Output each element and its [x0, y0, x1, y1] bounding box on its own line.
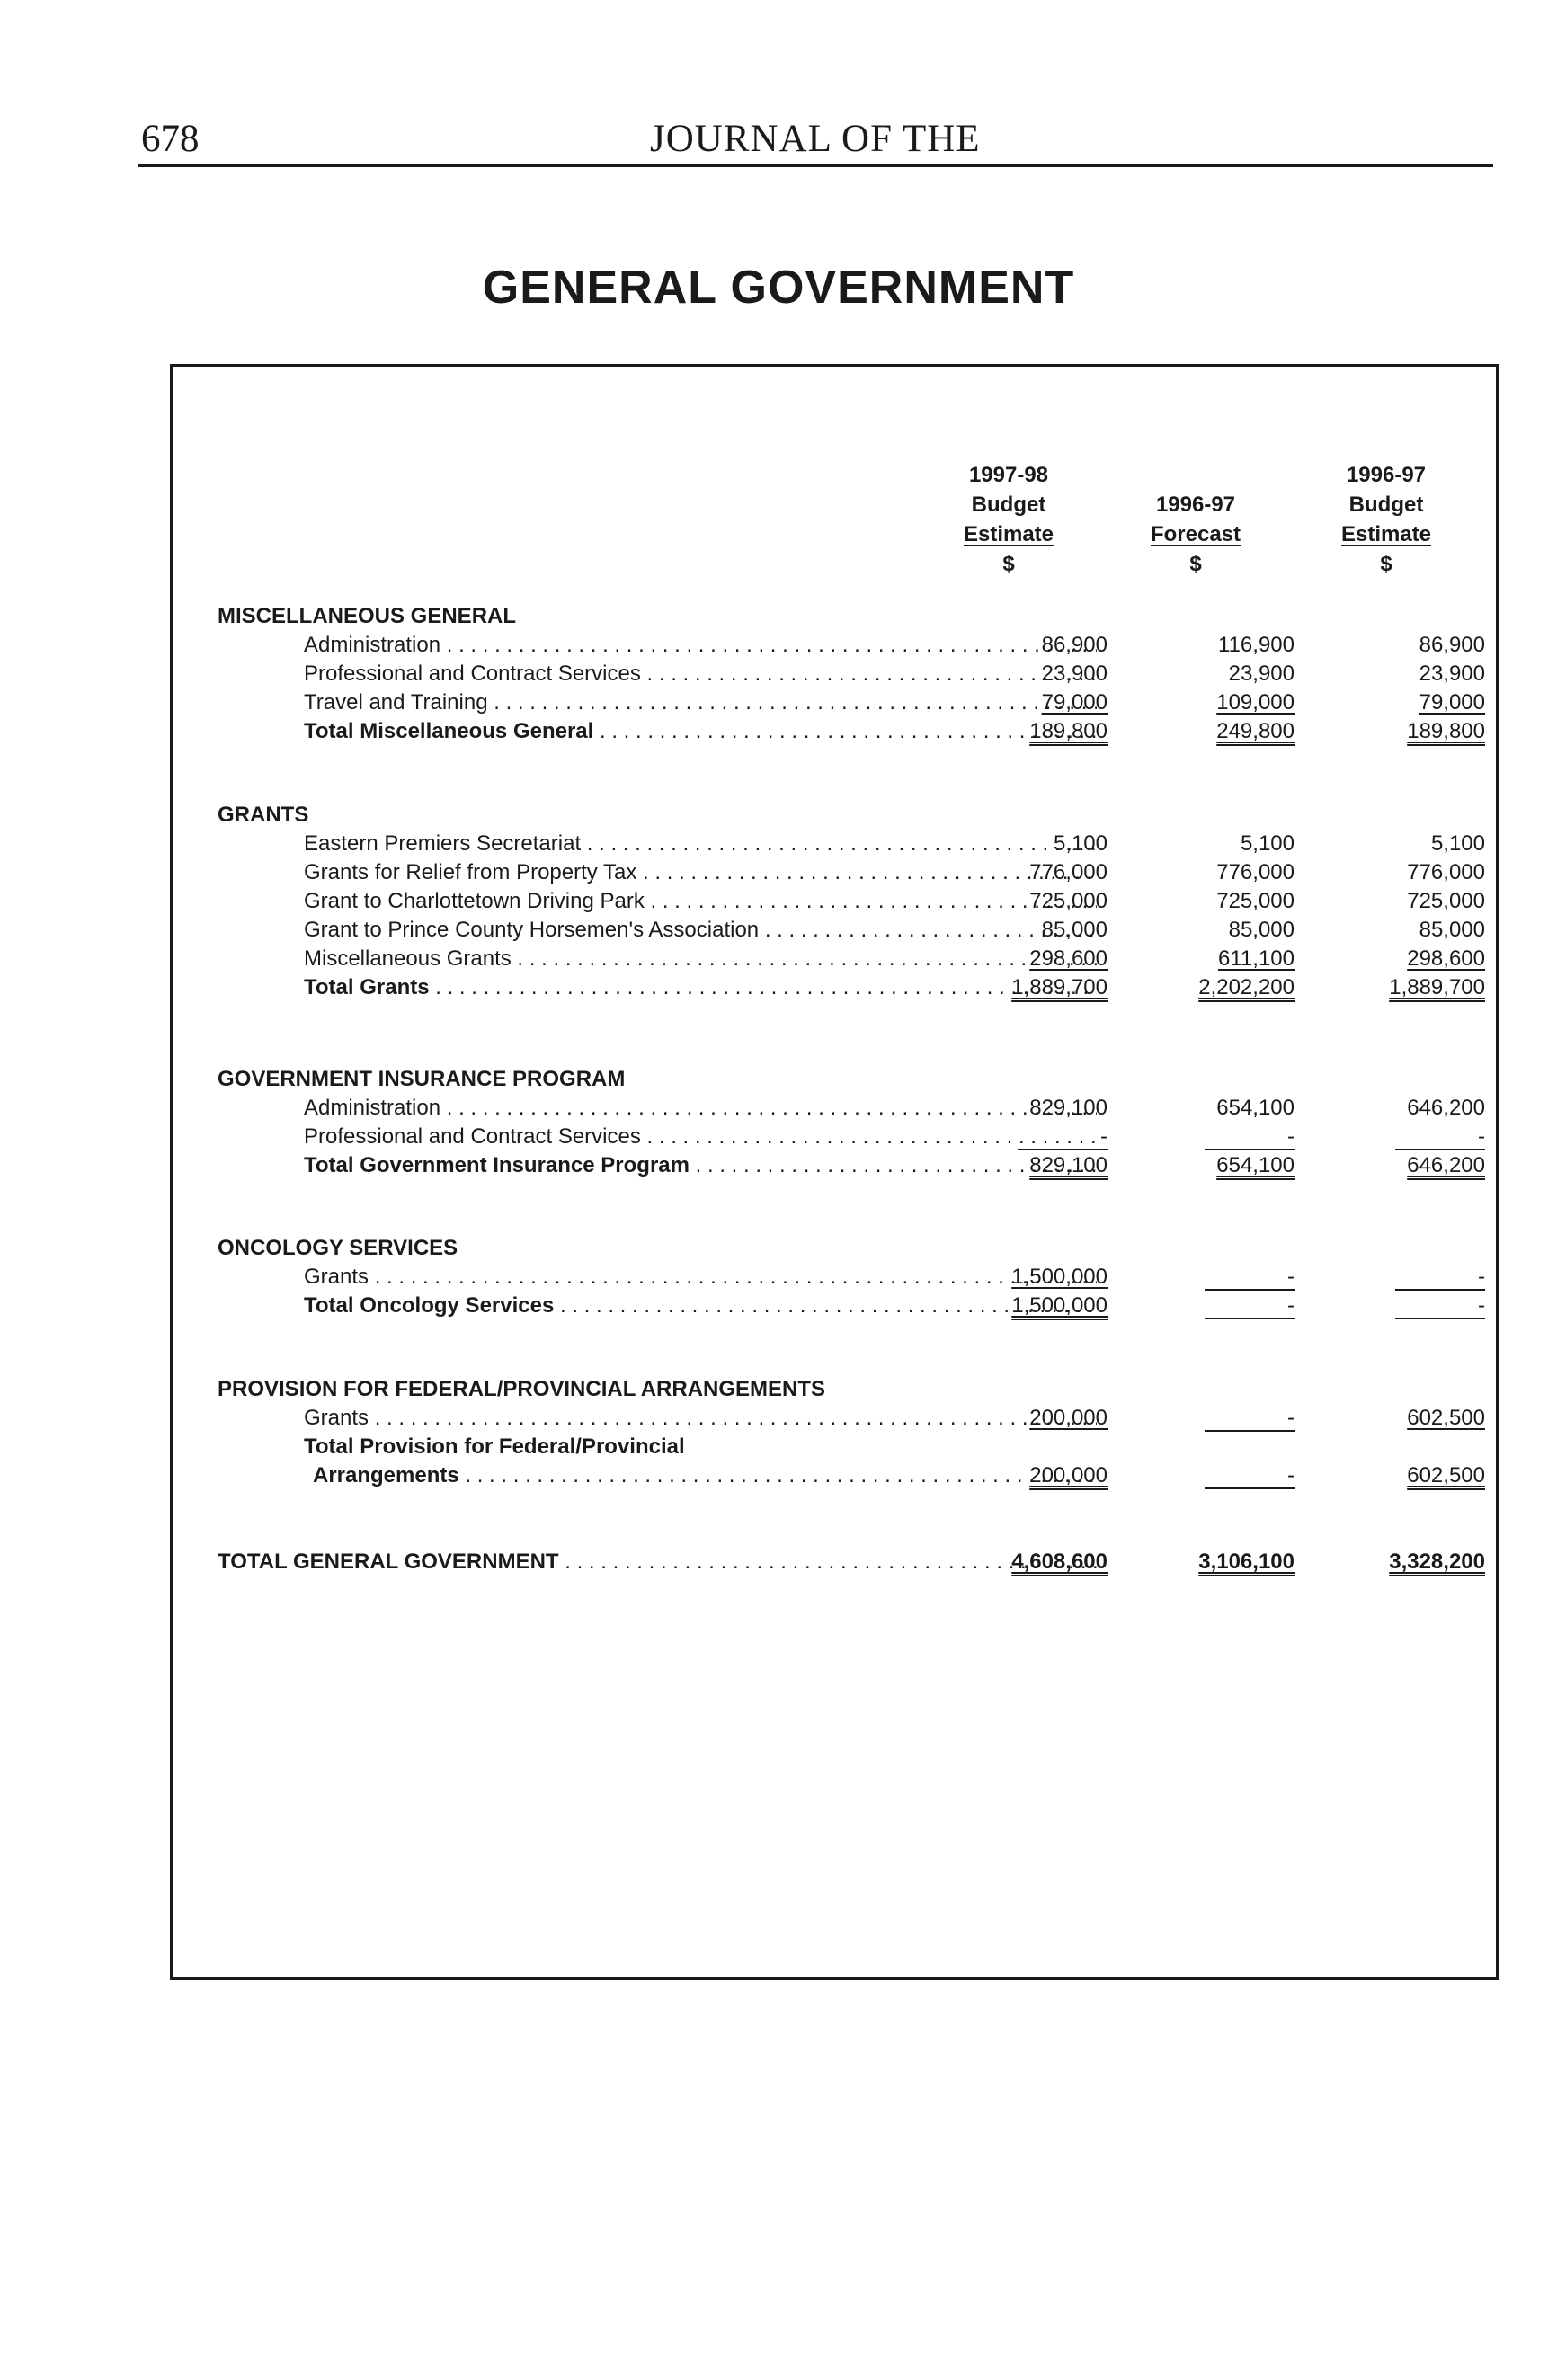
- table-row: Administration . . . 829,100 654,100 646,200: [218, 1096, 1458, 1124]
- table-row: Grants . . . 1,500,000 - -: [218, 1265, 1458, 1293]
- column-header-1996-97-forecast: 1996-97 Forecast $: [1150, 493, 1241, 576]
- total-row: Arrangements . . . 200,000 - 602,500: [218, 1463, 1458, 1492]
- column-header-1997-98-estimate: 1997-98 Budget Estimate $: [963, 463, 1054, 576]
- table-row: Miscellaneous Grants . . . 298,600 611,100 298,600: [218, 946, 1458, 975]
- table-row: Grant to Prince County Horsemen's Association . . . 85,000 85,000 85,000: [218, 918, 1458, 946]
- page-title: GENERAL GOVERNMENT: [482, 262, 1075, 314]
- table-row: Administration . . . 86,900 116,900 86,900: [218, 633, 1458, 662]
- section-heading: GOVERNMENT INSURANCE PROGRAM: [218, 1067, 626, 1091]
- running-title: JOURNAL OF THE: [650, 118, 981, 160]
- table-row: Travel and Training . . . 79,000 109,000 79,000: [218, 690, 1458, 719]
- section-heading: MISCELLANEOUS GENERAL: [218, 604, 517, 628]
- total-row: Total Government Insurance Program . . . 829,100 654,100 646,200: [218, 1153, 1458, 1182]
- total-row: Total Miscellaneous General . . . 189,800 249,800 189,800: [218, 719, 1458, 748]
- grand-total-row: TOTAL GENERAL GOVERNMENT . . . 4,608,600 3,106,100 3,328,200: [218, 1550, 1458, 1578]
- column-header-1996-97-estimate: 1996-97 Budget Estimate $: [1340, 463, 1432, 576]
- table-row: Professional and Contract Services . . . - - -: [218, 1124, 1458, 1153]
- table-row: Eastern Premiers Secretariat . . . 5,100 5,100 5,100: [218, 831, 1458, 860]
- total-row-label-line: Total Provision for Federal/Provincial: [304, 1434, 685, 1459]
- table-row: Professional and Contract Services . . . 23,900 23,900 23,900: [218, 662, 1458, 690]
- table-row: Grants . . . 200,000 - 602,500: [218, 1406, 1458, 1434]
- page-number: 678: [141, 118, 200, 160]
- table-row: Grants for Relief from Property Tax . . . 776,000 776,000 776,000: [218, 860, 1458, 889]
- section-heading: GRANTS: [218, 803, 309, 827]
- page-header: [138, 115, 1493, 167]
- section-heading: ONCOLOGY SERVICES: [218, 1236, 458, 1260]
- section-heading: PROVISION FOR FEDERAL/PROVINCIAL ARRANGEMENTS: [218, 1377, 826, 1401]
- total-row: Total Grants . . . 1,889,700 2,202,200 1,889,700: [218, 975, 1458, 1004]
- total-row: Total Oncology Services . . . 1,500,000 - -: [218, 1293, 1458, 1322]
- table-row: Grant to Charlottetown Driving Park . . . 725,000 725,000 725,000: [218, 889, 1458, 918]
